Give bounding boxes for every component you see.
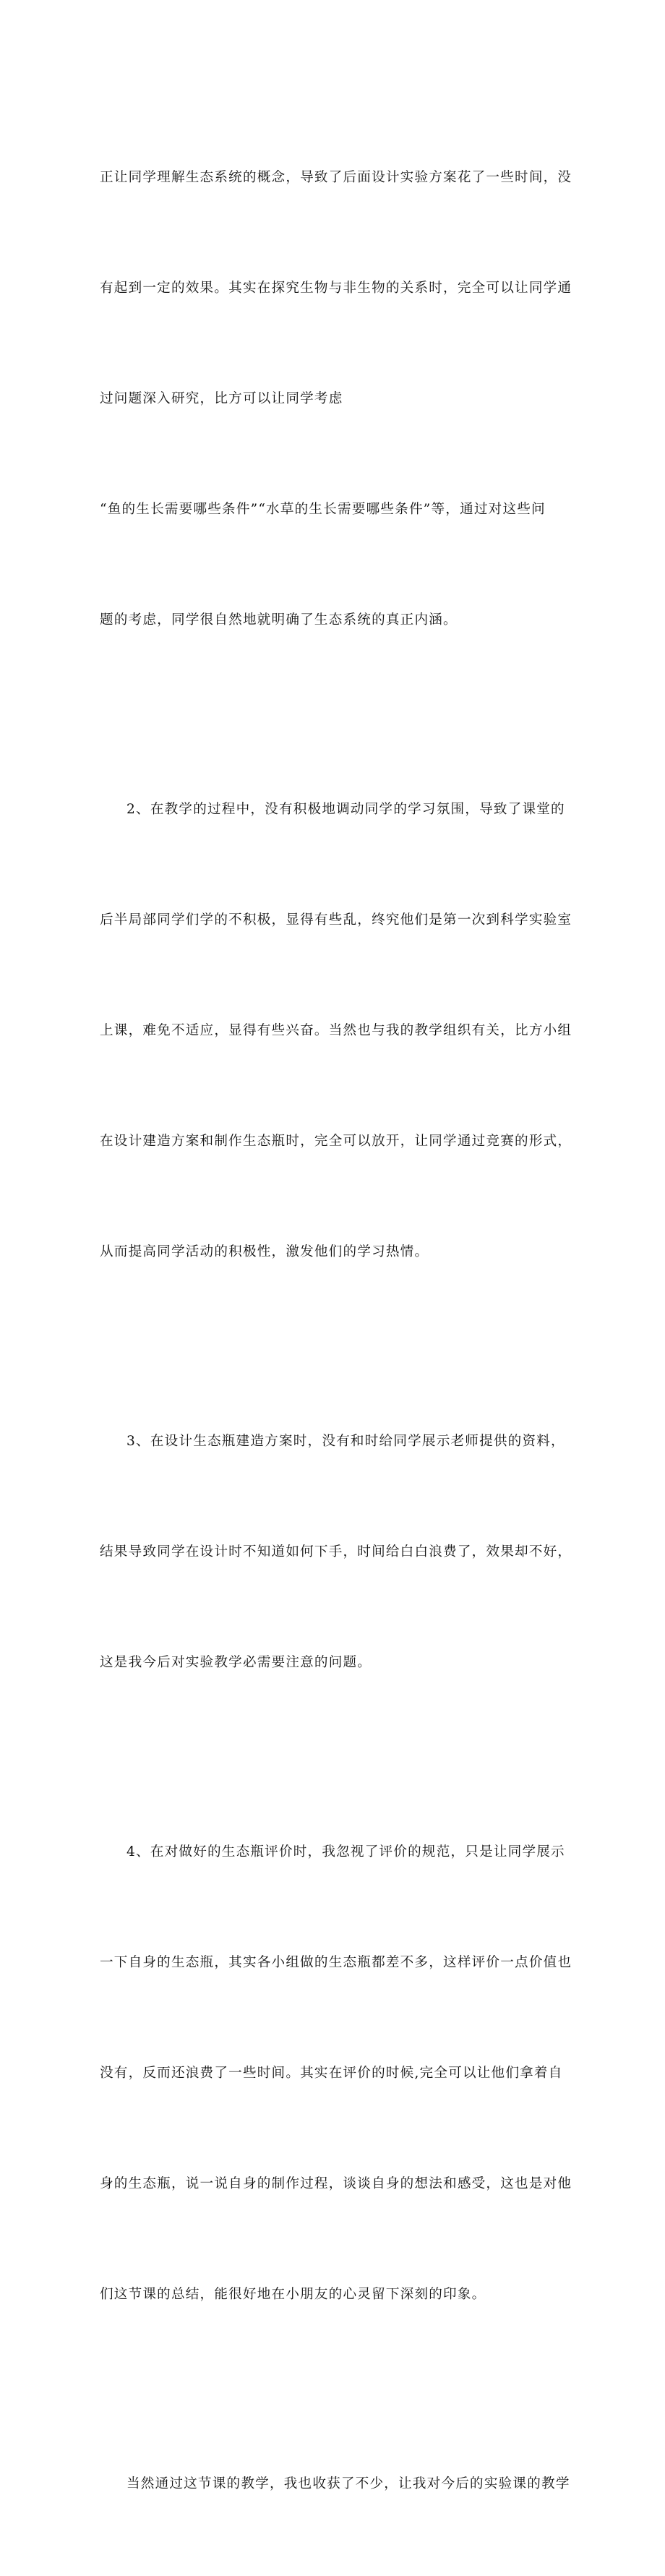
paragraph-4 [100,1760,574,2387]
text-line: 这是我今后对实验教学必需要注意的问题。 [100,1655,372,1670]
text-line: 2、在教学的过程中，没有积极地调动同学的学习氛围，导致了课堂的 [126,802,565,817]
text-line: 4、在对做好的生态瓶评价时，我忽视了评价的规范，只是让同学展示 [126,1844,565,1860]
text-line: 过问题深入研究，比方可以让同学考虑 [100,391,343,406]
text-line: 后半局部同学们学的不积极，显得有些乱，终究他们是第一次到科学实验室 [100,912,572,928]
text-line: 题的考虑，同学很自然地就明确了生态系统的真正内涵。 [100,612,458,628]
text-line: 结果导致同学在设计时不知道如何下手，时间给白白浪费了，效果却不好， [100,1544,572,1559]
text-line: 在设计建造方案和制作生态瓶时，完全可以放开，让同学通过竞赛的形式， [100,1134,572,1149]
text-line: 正让同学理解生态系统的概念，导致了后面设计实验方案花了一些时间，没 [100,170,572,185]
text-line: 身的生态瓶，说一说自身的制作过程，谈谈自身的想法和感受，这也是对他 [100,2176,572,2191]
text-line: 从而提高同学活动的积极性，激发他们的学习热情。 [100,1244,429,1259]
paragraph-3 [100,1349,574,1755]
text-line: 一下自身的生态瓶，其实各小组做的生态瓶都差不多，这样评价一点价值也 [100,1955,572,1970]
text-line: “鱼的生长需要哪些条件”“水草的生长需要哪些条件”等，通过对这些问 [100,502,546,517]
paragraph-5 [100,2392,574,2576]
text-line: 上课，难免不适应，显得有些兴奋。当然也与我的教学组织有关，比方小组 [100,1023,572,1038]
document-body [100,85,574,2576]
text-line: 当然通过这节课的教学，我也收获了不少，让我对今后的实验课的教学 [126,2476,570,2491]
text-line: 们这节课的总结，能很好地在小朋友的心灵留下深刻的印象。 [100,2287,486,2302]
paragraph-2 [100,717,574,1344]
text-line: 有起到一定的效果。其实在探究生物与非生物的关系时，完全可以让同学通 [100,281,572,296]
paragraph-1 [100,85,574,712]
text-line: 3、在设计生态瓶建造方案时，没有和时给同学展示老师提供的资料， [126,1434,565,1449]
text-line: 没有，反而还浪费了一些时间。其实在评价的时候,完全可以让他们拿着自 [100,2066,563,2081]
